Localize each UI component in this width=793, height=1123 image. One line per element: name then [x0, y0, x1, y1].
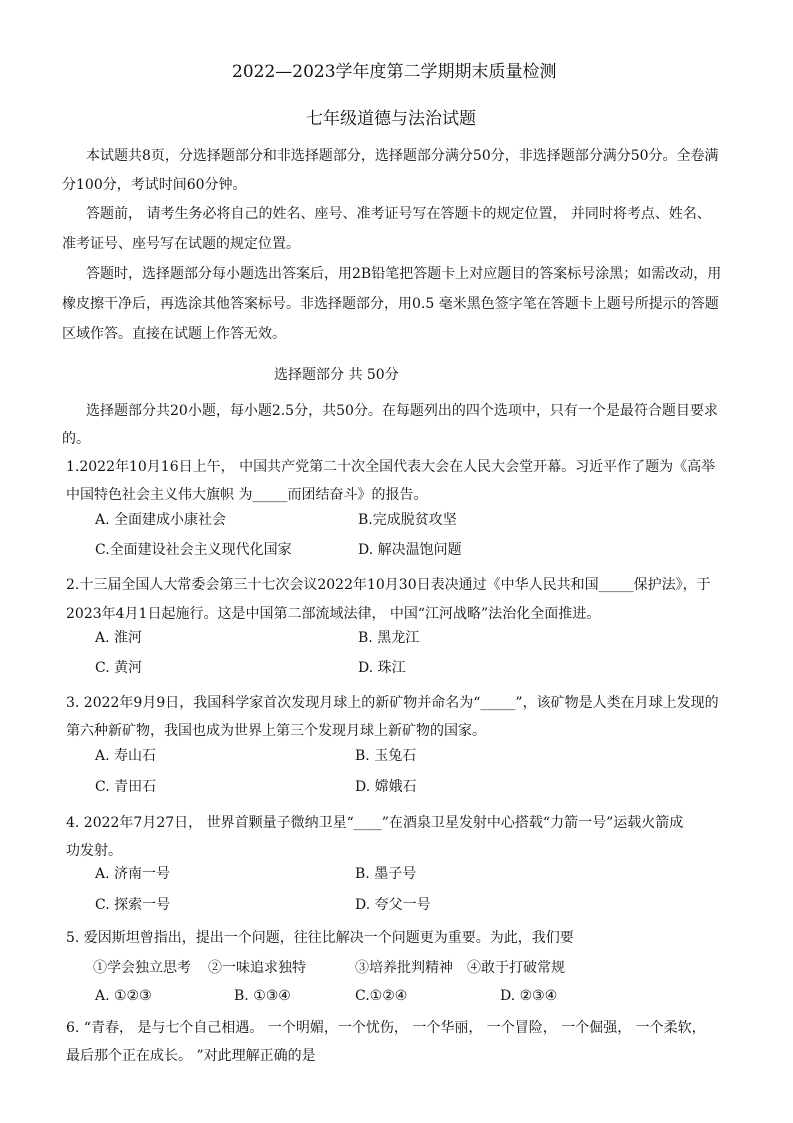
- question-1-option-c: C.全面建设社会主义现代化国家: [95, 542, 292, 558]
- question-2-option-d: D. 珠江: [358, 660, 406, 676]
- question-1-option-d: D. 解决温饱问题: [358, 542, 462, 558]
- instruction-line: 准考证号、座号写在试题的规定位置。: [62, 236, 300, 252]
- question-5-statement: ③培养批判精神: [355, 960, 453, 976]
- question-5-option-c: C.①②④: [355, 988, 408, 1004]
- question-5-statement: ②一味追求独特: [208, 960, 306, 976]
- question-5-option-b: B. ①③④: [234, 988, 291, 1004]
- question-4-option-c: C. 探索一号: [95, 897, 171, 913]
- section-heading: 选择题部分 共 50分: [274, 367, 399, 383]
- question-5-statement: ①学会独立思考: [93, 960, 191, 976]
- question-1-stem: 1.2022年10月16日上午， 中国共产党第二十次全国代表大会在人民大会堂开幕。习近平作了题为《高举: [66, 459, 716, 475]
- question-3-stem: 第六种新矿物，我国也成为世界上第三个发现月球上新矿物的国家。: [66, 723, 486, 739]
- section-intro: 的。: [62, 431, 90, 447]
- question-3-option-a: A. 寿山石: [95, 748, 157, 764]
- exam-title: 2022—2023学年度第二学期期末质量检测: [232, 62, 557, 82]
- question-4-option-b: B. 墨子号: [355, 866, 417, 882]
- question-5-option-a: A. ①②③: [95, 988, 152, 1004]
- question-1-option-b: B.完成脱贫攻坚: [358, 512, 457, 528]
- section-intro: 选择题部分共20小题，每小题2.5分，共50分。在每题列出的四个选项中，只有一个是最符合题目要求: [86, 403, 718, 419]
- instruction-line: 本试题共8页，分选择题部分和非选择题部分，选择题部分满分50分，非选择题部分满分50分。全卷满: [86, 148, 719, 164]
- question-4-option-a: A. 济南一号: [95, 866, 171, 882]
- question-5-stem: 5. 爱因斯坦曾指出，提出一个问题，往往比解决一个问题更为重要。为此，我们要: [66, 930, 574, 946]
- question-6-stem: 最后那个正在成长。 ”对此理解正确的是: [66, 1048, 316, 1064]
- instruction-line: 橡皮擦干净后，再选涂其他答案标号。非选择题部分，用0.5 毫米黑色签字笔在答题卡上题号所提示的答题: [62, 296, 719, 312]
- question-2-option-a: A. 淮河: [95, 630, 143, 646]
- question-4-stem: 4. 2022年7月27日， 世界首颗量子微纳卫星“____”在酒泉卫星发射中心搭载“力箭一号”运载火箭成: [66, 815, 684, 831]
- instruction-line: 答题前， 请考生务必将自己的姓名、座号、准考证号写在答题卡的规定位置， 并同时将考点、姓名、: [86, 206, 711, 222]
- question-4-option-d: D. 夸父一号: [355, 897, 431, 913]
- question-4-stem: 功发射。: [66, 843, 122, 859]
- instruction-line: 分100分，考试时间60分钟。: [62, 177, 247, 193]
- question-2-option-c: C. 黄河: [95, 660, 143, 676]
- question-5-option-d: D. ②③④: [500, 988, 558, 1004]
- question-3-option-c: C. 青田石: [95, 779, 157, 795]
- question-2-option-b: B. 黑龙江: [358, 630, 420, 646]
- exam-subtitle: 七年级道德与法治试题: [306, 109, 476, 129]
- question-5-statement: ④敢于打破常规: [467, 960, 565, 976]
- question-3-option-b: B. 玉兔石: [355, 748, 417, 764]
- question-6-stem: 6. “青春， 是与七个自己相遇。 一个明媚，一个忧伤， 一个华丽， 一个冒险， 一个倔强， 一个柔软，: [66, 1020, 706, 1036]
- question-1-option-a: A. 全面建成小康社会: [95, 512, 227, 528]
- question-1-stem: 中国特色社会主义伟大旗帜 为_____而团结奋斗》的报告。: [66, 487, 428, 503]
- question-3-stem: 3. 2022年9月9日，我国科学家首次发现月球上的新矿物并命名为“_____”，该矿物是人类在月球上发现的: [66, 695, 719, 711]
- question-2-stem: 2.十三届全国人大常委会第三十七次会议2022年10月30日表决通过《中华人民共和国_____保护法》，于: [66, 577, 711, 593]
- instruction-line: 区域作答。直接在试题上作答无效。: [62, 326, 286, 342]
- question-3-option-d: D. 嫦娥石: [355, 779, 417, 795]
- instruction-line: 答题时，选择题部分每小题选出答案后，用2B铅笔把答题卡上对应题目的答案标号涂黑；如需改动，用: [86, 266, 722, 282]
- question-2-stem: 2023年4月1日起施行。这是中国第二部流域法律， 中国“江河战略”法治化全面推进。: [66, 606, 601, 622]
